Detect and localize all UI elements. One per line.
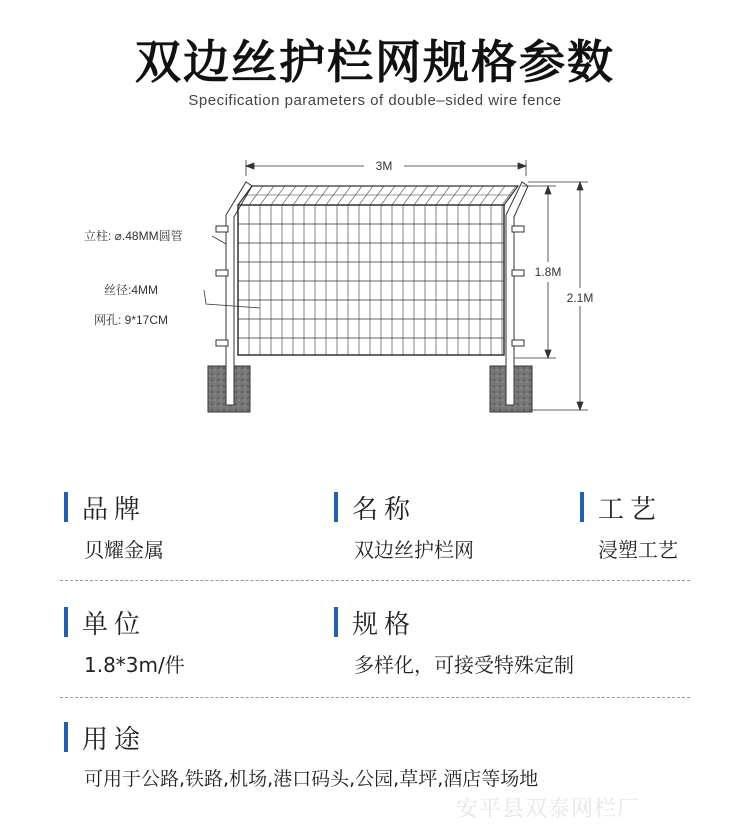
spec-usage-label: 用途: [82, 724, 147, 755]
page-subtitle: Specification parameters of double–sided wire fence: [188, 92, 562, 109]
spec-size: [334, 605, 574, 678]
spec-size-label: 规格: [352, 609, 417, 640]
spec-process-label: 工艺: [598, 494, 663, 525]
spec-brand-value: 贝耀金属: [84, 538, 164, 562]
page-title: 双边丝护栏网规格参数: [135, 35, 615, 89]
wire-label: 丝径:4MM: [104, 283, 159, 297]
fence-diagram: [0, 130, 750, 440]
spec-size-value: 多样化，可接受特殊定制: [354, 653, 574, 677]
accent-bar: [334, 607, 338, 637]
accent-bar: [64, 722, 68, 752]
divider: [60, 697, 690, 698]
total-height-label: 2.1M: [566, 291, 594, 305]
accent-bar: [580, 492, 584, 522]
spec-unit-label: 单位: [82, 609, 147, 640]
mesh-panel: [238, 186, 518, 355]
spec-unit-value: 1.8*3m/件: [84, 653, 185, 677]
accent-bar: [334, 492, 338, 522]
accent-bar: [64, 607, 68, 637]
spec-brand-label: 品牌: [82, 494, 147, 525]
accent-bar: [64, 492, 68, 522]
spec-name-label: 名称: [352, 494, 417, 525]
spec-usage: [64, 720, 538, 791]
spec-unit: [64, 605, 185, 678]
spec-usage-value: 可用于公路,铁路,机场,港口码头,公园,草坪,酒店等场地: [84, 768, 539, 790]
post-callout-line: [212, 236, 226, 244]
spec-name: [334, 490, 474, 563]
spec-name-value: 双边丝护栏网: [354, 538, 474, 562]
mesh-height-label: 1.8M: [534, 265, 562, 279]
divider: [60, 580, 690, 581]
spec-process: [580, 490, 678, 563]
mesh-label: 网孔: 9*17CM: [94, 313, 169, 327]
post-label: 立柱: ⌀.48MM圆管: [84, 229, 183, 243]
width-label: 3M: [375, 159, 393, 173]
watermark: 安平县双泰网栏厂: [456, 797, 641, 822]
spec-process-value: 浸塑工艺: [598, 538, 678, 562]
spec-brand: [64, 490, 164, 563]
